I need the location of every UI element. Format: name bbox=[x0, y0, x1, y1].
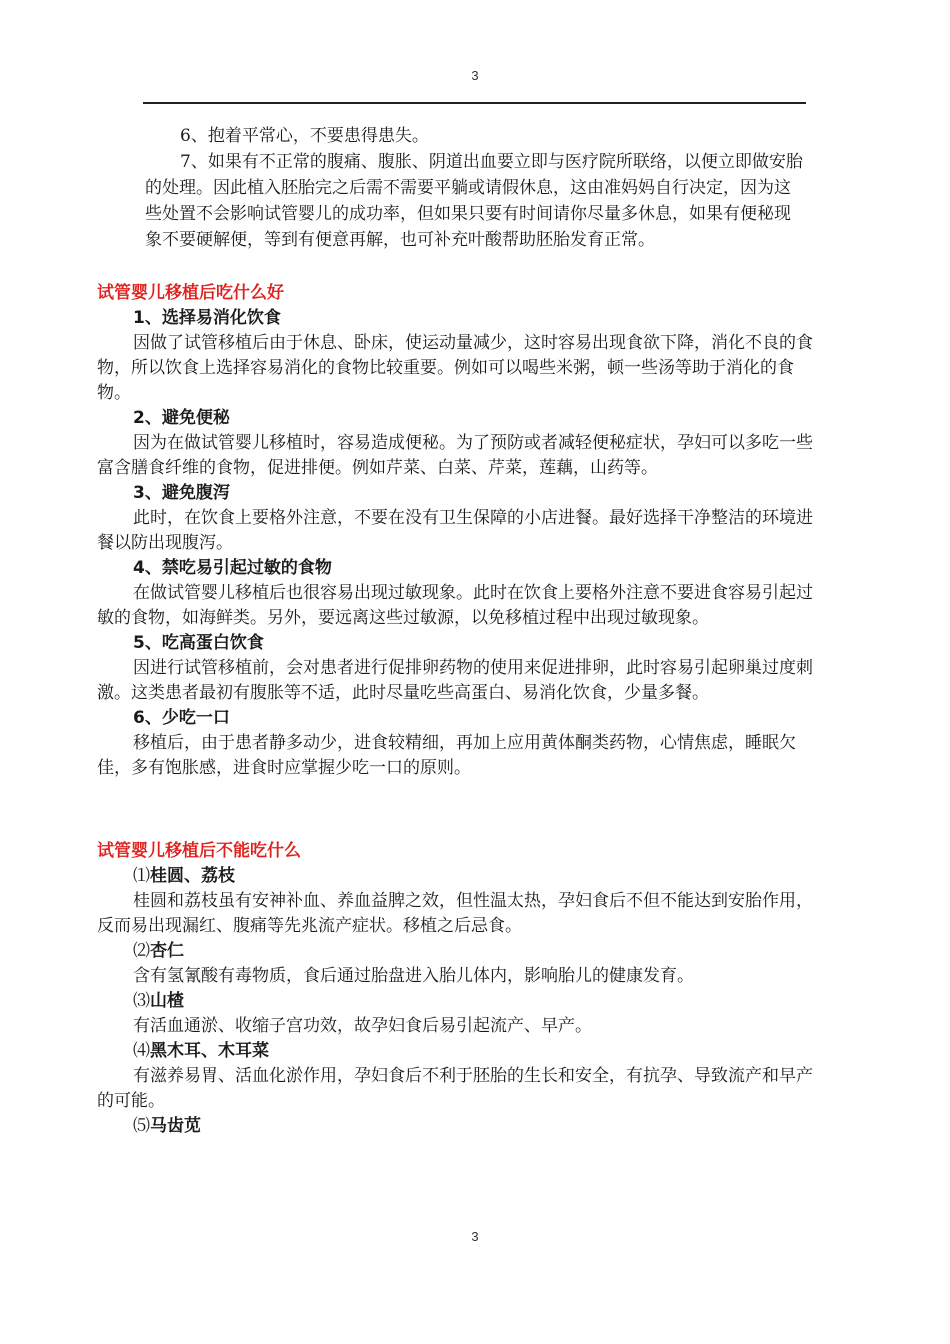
paragraph: 桂圆和荔枝虽有安神补血、养血益脾之效，但性温太热，孕妇食后不但不能达到安胎作用，反而易出现漏红、腹痛等先兆流产症状。移植之后忌食。 bbox=[97, 891, 813, 936]
paragraph: 因为在做试管婴儿移植时，容易造成便秘。为了预防或者减轻便秘症状，孕妇可以多吃一些富含膳食纤维的食物，促进排便。例如芹菜、白菜、芹菜，莲藕，山药等。 bbox=[97, 433, 813, 478]
header-rule bbox=[143, 102, 806, 104]
paragraph: 在做试管婴儿移植后也很容易出现过敏现象。此时在饮食上要格外注意不要进食容易引起过敏的食物，如海鲜类。另外，要远离这些过敏源，以免移植过程中出现过敏现象。 bbox=[97, 583, 813, 628]
section-title-avoid: 试管婴儿移植后不能吃什么 bbox=[97, 841, 301, 861]
subheading: 5、吃高蛋白饮食 bbox=[133, 633, 264, 653]
food-name: 杏仁 bbox=[150, 941, 184, 961]
paragraph: 因做了试管移植后由于休息、卧床，使运动量减少，这时容易出现食欲下降，消化不良的食物，所以饮食上选择容易消化的食物比较重要。例如可以喝些米粥，顿一些汤等助于消化的食物。 bbox=[97, 333, 813, 403]
paragraph: 此时，在饮食上要格外注意，不要在没有卫生保障的小店进餐。最好选择干净整洁的环境进餐以防出现腹泻。 bbox=[97, 508, 813, 553]
paragraph: 因进行试管移植前，会对患者进行促排卵药物的使用来促进排卵，此时容易引起卵巢过度刺激。这类患者最初有腹胀等不适，此时尽量吃些高蛋白、易消化饮食，少量多餐。 bbox=[97, 658, 813, 703]
page-number-top: 3 bbox=[471, 68, 479, 83]
intro-item-7: 7、如果有不正常的腹痛、腹胀、阴道出血要立即与医疗院所联络，以便立即做安胎的处理。因此植入胚胎完之后需不需要平躺或请假休息，这由准妈妈自行决定，因为这些处置不会影响试管婴儿的成功率，但如果只要有时间请你尽量多休息，如果有便秘现象不要硬解便，等到有便意再解，也可补充叶酸帮助胚胎发育正常。 bbox=[145, 152, 803, 250]
food-name: 山楂 bbox=[150, 991, 184, 1011]
food-name: 马齿苋 bbox=[150, 1116, 201, 1136]
food-number: ⑸ bbox=[133, 1116, 150, 1136]
food-number: ⑷ bbox=[133, 1041, 150, 1061]
intro-item-6: 6、抱着平常心，不要患得患失。 bbox=[180, 126, 429, 146]
subheading: 2、避免便秘 bbox=[133, 408, 230, 428]
paragraph: 含有氢氰酸有毒物质，食后通过胎盘进入胎儿体内，影响胎儿的健康发育。 bbox=[133, 966, 694, 986]
paragraph: 移植后，由于患者静多动少，进食较精细，再加上应用黄体酮类药物，心情焦虑，睡眠欠佳，多有饱胀感，进食时应掌握少吃一口的原则。 bbox=[97, 733, 796, 778]
subheading: 4、禁吃易引起过敏的食物 bbox=[133, 558, 332, 578]
paragraph: 有活血通淤、收缩子宫功效，故孕妇食后易引起流产、早产。 bbox=[133, 1016, 592, 1036]
section-title-eat: 试管婴儿移植后吃什么好 bbox=[97, 283, 284, 303]
food-number: ⑴ bbox=[133, 866, 150, 886]
food-number: ⑶ bbox=[133, 991, 150, 1011]
subheading: 1、选择易消化饮食 bbox=[133, 308, 281, 328]
subheading: 6、少吃一口 bbox=[133, 708, 230, 728]
page-number-bottom: 3 bbox=[471, 1229, 479, 1244]
paragraph: 有滋养易胃、活血化淤作用，孕妇食后不利于胚胎的生长和安全，有抗孕、导致流产和早产的可能。 bbox=[97, 1066, 813, 1111]
food-name: 黑木耳、木耳菜 bbox=[150, 1041, 269, 1061]
document-body bbox=[0, 123, 950, 1139]
food-heading bbox=[0, 989, 813, 1014]
food-heading bbox=[0, 864, 813, 889]
food-heading bbox=[0, 939, 813, 964]
food-heading bbox=[0, 1114, 813, 1139]
food-heading bbox=[0, 1039, 813, 1064]
subheading: 3、避免腹泻 bbox=[133, 483, 230, 503]
food-number: ⑵ bbox=[133, 941, 150, 961]
food-name: 桂圆、荔枝 bbox=[150, 866, 235, 886]
